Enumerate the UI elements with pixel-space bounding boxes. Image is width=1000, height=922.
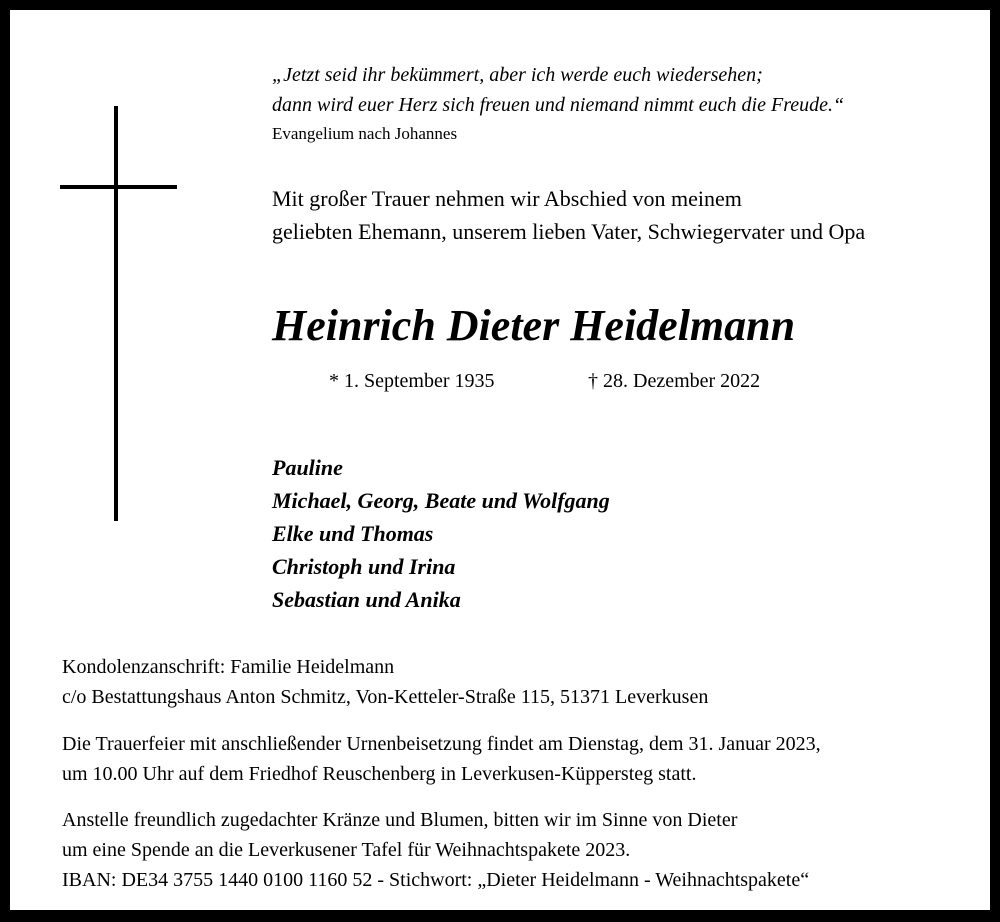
condolence-line: Kondolenzanschrift: Familie Heidelmann [62, 656, 395, 678]
donation-line: Anstelle freundlich zugedachter Kränze und Blumen, bitten wir im Sinne von Dieter [62, 809, 738, 831]
cross-icon-bar [60, 185, 177, 189]
condolence-address [62, 652, 708, 712]
ceremony-info [62, 729, 821, 789]
family-member: Sebastian und Anika [272, 587, 461, 612]
bible-quote [272, 60, 844, 120]
obituary-notice [10, 10, 990, 910]
quote-line: dann wird euer Herz sich freuen und niemand nimmt euch die Freude.“ [272, 94, 845, 116]
family-member: Elke und Thomas [272, 521, 434, 546]
family-member: Pauline [272, 455, 343, 480]
quote-line: „Jetzt seid ihr bekümmert, aber ich werde euch wiedersehen; [272, 64, 763, 86]
intro-line: Mit großer Trauer nehmen wir Abschied von meinem [272, 186, 742, 211]
family-member: Christoph und Irina [272, 554, 456, 579]
quote-source: Evangelium nach Johannes [272, 124, 458, 143]
deceased-name: Heinrich Dieter Heidelmann [272, 301, 796, 350]
family-list [272, 451, 610, 616]
birth-date: * 1. September 1935 [329, 370, 495, 392]
condolence-line: c/o Bestattungshaus Anton Schmitz, Von-Ketteler-Straße 115, 51371 Leverkusen [62, 686, 709, 708]
death-date: † 28. Dezember 2022 [588, 370, 761, 392]
cross-icon [114, 106, 118, 521]
donation-info [62, 805, 809, 895]
ceremony-line: um 10.00 Uhr auf dem Friedhof Reuschenberg in Leverkusen-Küppersteg statt. [62, 763, 697, 785]
donation-line: IBAN: DE34 3755 1440 0100 1160 52 - Stichwort: „Dieter Heidelmann - Weihnachtspakete“ [62, 869, 810, 891]
intro-line: geliebten Ehemann, unserem lieben Vater, Schwiegervater und Opa [272, 219, 866, 244]
intro-text [272, 182, 865, 248]
ceremony-line: Die Trauerfeier mit anschließender Urnenbeisetzung findet am Dienstag, dem 31. Januar 2023, [62, 733, 821, 755]
donation-line: um eine Spende an die Leverkusener Tafel für Weihnachtspakete 2023. [62, 839, 631, 861]
family-member: Michael, Georg, Beate und Wolfgang [272, 488, 610, 513]
